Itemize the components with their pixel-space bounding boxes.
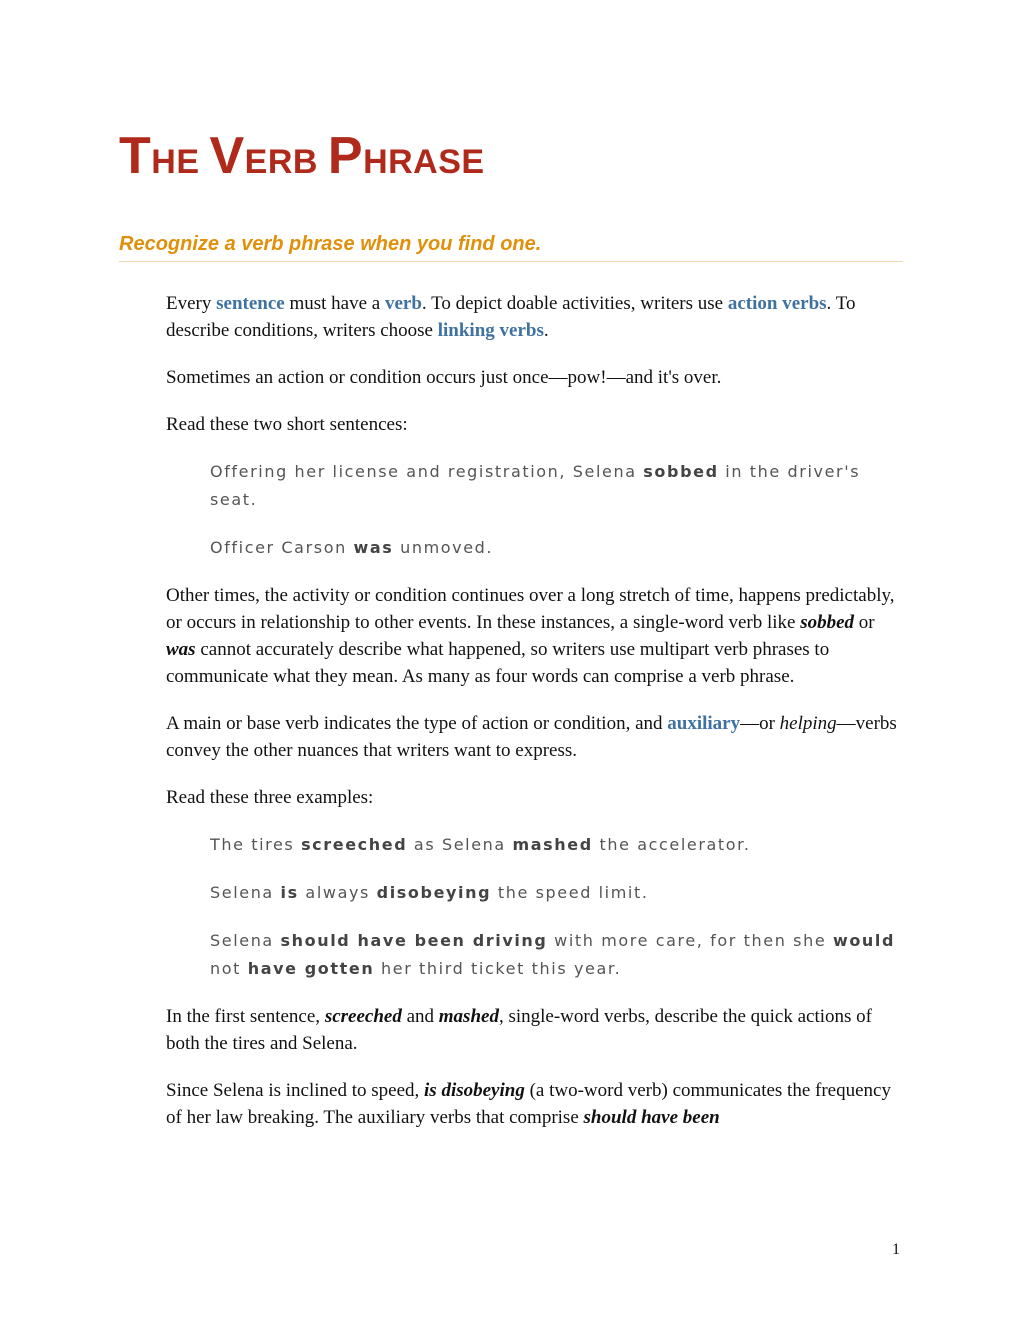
section-subtitle: Recognize a verb phrase when you find one. [119, 233, 903, 262]
link-action-verbs[interactable]: action verbs [727, 293, 827, 314]
example-sentence-4: Selena is always disobeying the speed limit. [210, 883, 649, 902]
link-sentence[interactable]: sentence [216, 293, 285, 314]
example-sentence-1: Offering her license and registration, Selena sobbed in the driver's seat. [210, 462, 861, 509]
paragraph-since-selena: Since Selena is inclined to speed, is disobeying (a two-word verb) communicates the frequency of her law breaking. The auxiliary verbs that comprise should have been [166, 1080, 891, 1128]
paragraph-main-verb: A main or base verb indicates the type of action or condition, and auxiliary—or helping—verbs convey the other nuances that writers want to express. [166, 713, 897, 761]
page-number: 1 [892, 1241, 900, 1258]
paragraph-intro: Every sentence must have a verb. To depict doable activities, writers use action verbs. To describe conditions, writers choose linking verbs. [166, 293, 856, 341]
document-body [166, 290, 906, 1151]
page-title: THE VERB PHRASE [119, 127, 485, 185]
paragraph-other-times: Other times, the activity or condition continues over a long stretch of time, happens predictably, or occurs in relationship to other events. In these instances, a single-word verb like sobbed or was cannot accurately describe what happened, so writers use multipart verb phrases to communicate what they mean. As many as four words can comprise a verb phrase. [166, 585, 895, 687]
link-linking-verbs[interactable]: linking verbs [437, 320, 544, 341]
paragraph-first-sentence: In the first sentence, screeched and mashed, single-word verbs, describe the quick actions of both the tires and Selena. [166, 1006, 873, 1054]
paragraph-read-three: Read these three examples: [166, 787, 374, 808]
paragraph-read-two: Read these two short sentences: [166, 414, 408, 435]
link-auxiliary[interactable]: auxiliary [667, 713, 741, 734]
example-sentence-2: Officer Carson was unmoved. [210, 538, 494, 557]
link-verb[interactable]: verb [384, 293, 422, 314]
example-sentence-5: Selena should have been driving with more care, for then she would not have gotten her third ticket this year. [210, 931, 896, 978]
paragraph-once: Sometimes an action or condition occurs just once—pow!—and it's over. [166, 367, 722, 388]
example-sentence-3: The tires screeched as Selena mashed the accelerator. [210, 835, 751, 854]
